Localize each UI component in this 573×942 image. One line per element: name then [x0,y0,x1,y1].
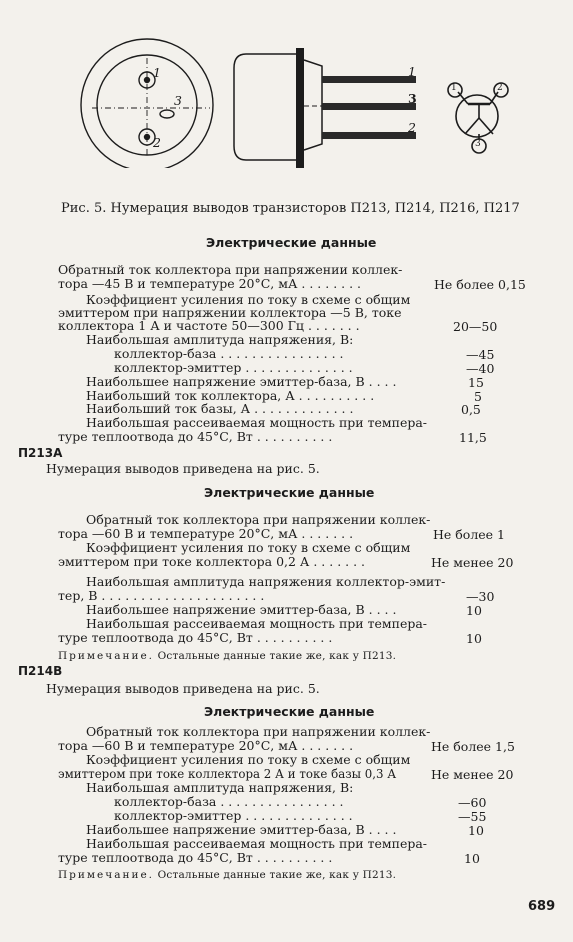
spec-text: Наибольшая амплитуда напряжения коллектор-эмит- [86,574,446,589]
spec-value: Не менее 20 [431,555,514,570]
note-label: Примечание. [58,869,155,881]
spec-text: Обратный ток коллектора при напряжении коллек- [58,262,403,277]
spec-text: коллектор-база . . . . . . . . . . . . . . . . [114,346,344,361]
section3-heading: Электрические данные [204,704,375,719]
pin-label-front-2: 2 [153,135,161,150]
spec-text: коллектора 1 А и частоте 50—300 Гц . . . . . . . [58,318,360,333]
spec-text: коллектор-эмиттер . . . . . . . . . . . . . . [114,808,353,823]
spec-value: Не более 1,5 [431,739,515,754]
spec-text: эмиттером при токе коллектора 2 А и токе базы 0,3 А [58,767,397,781]
note-text: Остальные данные такие же, как у П213. [157,869,397,881]
section2-note [58,650,396,662]
spec-text: тора —45 В и температуре 20°С, мА . . . . . . . . [58,276,362,291]
spec-text: Наибольшее напряжение эмиттер-база, В . . . . [86,602,397,617]
spec-value: Не менее 20 [431,767,514,782]
section2-heading: Электрические данные [204,485,375,500]
side-view [234,48,416,168]
spec-value: Не более 0,15 [434,277,526,292]
spec-value: —45 [466,347,495,362]
section2-label: П213А [18,446,63,460]
spec-text: Наибольшая рассеиваемая мощность при темпера- [86,415,428,430]
spec-text: Наибольшая рассеиваемая мощность при темпера- [86,836,428,851]
pin-label-symbol-1: 1 [451,83,457,93]
page-number: 689 [528,899,556,914]
front-view [81,39,213,168]
spec-text: Наибольший ток базы, А . . . . . . . . . . . . . [86,401,354,416]
spec-text: Наибольшая рассеиваемая мощность при темпера- [86,616,428,631]
spec-value: 0,5 [461,402,481,417]
figure-caption: Рис. 5. Нумерация выводов транзисторов П213, П214, П216, П217 [61,201,520,216]
section1-heading: Электрические данные [206,235,377,250]
note-label: Примечание. [58,650,155,662]
spec-text: туре теплоотвода до 45°С, Вт . . . . . . . . . . [58,429,333,444]
spec-text: Коэффициент усиления по току в схеме с общим [86,752,411,767]
spec-text: коллектор-база . . . . . . . . . . . . . . . . [114,794,344,809]
spec-value: 10 [466,631,482,646]
note-text: Остальные данные такие же, как у П213. [157,650,397,662]
spec-value: Не более 1 [433,527,505,542]
section3-note [58,869,396,881]
section3-ref: Нумерация выводов приведена на рис. 5. [46,681,320,696]
pin-label-symbol-3: 3 [475,139,481,149]
transistor-drawing [70,38,530,168]
pin-label-front-3: 3 [174,93,182,108]
spec-value: —30 [466,589,495,604]
spec-text: Наибольший ток коллектора, А . . . . . . . . . . [86,388,375,403]
pin-label-side-2: 2 [408,120,416,135]
spec-text: туре теплоотвода до 45°С, Вт . . . . . . . . . . [58,630,333,645]
spec-value: —40 [466,361,495,376]
section2-ref: Нумерация выводов приведена на рис. 5. [46,461,320,476]
spec-text: Наибольшее напряжение эмиттер-база, В . . . . [86,822,397,837]
section3-label: П214В [18,664,63,678]
spec-text: Обратный ток коллектора при напряжении коллек- [86,724,431,739]
spec-text: эмиттером при напряжении коллектора —5 В, токе [58,305,402,320]
spec-text: тора —60 В и температуре 20°С, мА . . . . . . . [58,526,354,541]
spec-value: 10 [466,603,482,618]
spec-text: Наибольшее напряжение эмиттер-база, В . . . . [86,374,397,389]
spec-text: Наибольшая амплитуда напряжения, В: [86,332,354,347]
spec-value: —55 [458,809,487,824]
spec-text: коллектор-эмиттер . . . . . . . . . . . . . . [114,360,353,375]
spec-text: эмиттером при токе коллектора 0,2 А . . . . . . . [58,554,366,569]
spec-text: тер, В . . . . . . . . . . . . . . . . . . . . . [58,588,265,603]
pin-label-side-3: 3 [408,91,417,106]
pin-label-symbol-2: 2 [497,83,503,93]
spec-value: —60 [458,795,487,810]
spec-value: 20—50 [453,319,498,334]
pin-label-front-1: 1 [153,65,161,80]
spec-text: Коэффициент усиления по току в схеме с общим [86,540,411,555]
figure-5 [70,38,530,168]
spec-value: 5 [474,389,482,404]
spec-value: 11,5 [459,430,487,445]
spec-text: Коэффициент усиления по току в схеме с общим [86,292,411,307]
spec-value: 10 [468,823,484,838]
spec-text: Наибольшая амплитуда напряжения, В: [86,780,354,795]
spec-value: 15 [468,375,484,390]
spec-text: туре теплоотвода до 45°С, Вт . . . . . . . . . . [58,850,333,865]
spec-text: Обратный ток коллектора при напряжении коллек- [86,512,431,527]
spec-text: тора —60 В и температуре 20°С, мА . . . . . . . [58,738,354,753]
spec-value: 10 [464,851,480,866]
pin-label-side-1: 1 [408,64,416,79]
